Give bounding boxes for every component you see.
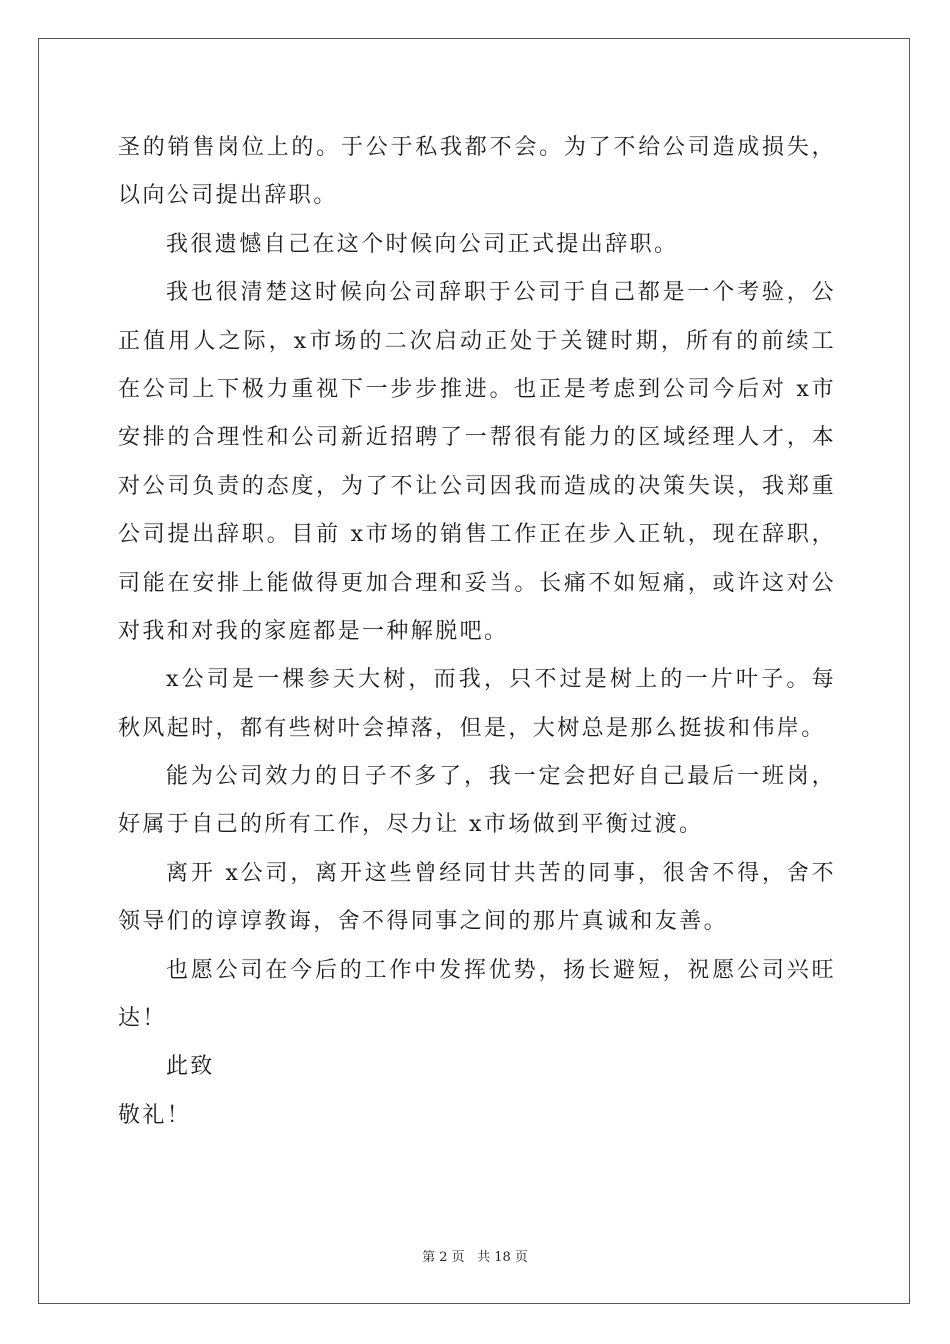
text-line: 达！	[118, 1006, 167, 1032]
text-line: 司能在安排上能做得更加合理和妥当。长痛不如短痛，或许这对公	[118, 570, 836, 596]
text-line: 能为公司效力的日子不多了，我一定会把好自己最后一班岗，	[166, 764, 836, 790]
text-line: 也愿公司在今后的工作中发挥优势，扬长避短，祝愿公司兴旺	[166, 957, 836, 983]
page-total: 共 18 页	[477, 1250, 528, 1265]
text-line: 离开 x公司，离开这些曾经同甘共苦的同事，很舍不得，舍不	[166, 860, 836, 886]
letter-body	[118, 124, 836, 1140]
text-line: 以向公司提出辞职。	[118, 183, 338, 209]
text-line: 对我和对我的家庭都是一种解脱吧。	[118, 618, 509, 644]
text-line: 对公司负责的态度，为了不让公司因我而造成的决策失误，我郑重	[118, 473, 836, 499]
text-line: 安排的合理性和公司新近招聘了一帮很有能力的区域经理人才，本	[118, 425, 836, 451]
text-line: 圣的销售岗位上的。于公于私我都不会。为了不给公司造成损失，	[118, 135, 836, 160]
text-line: 我很遗憾自己在这个时候向公司正式提出辞职。	[166, 231, 679, 257]
text-line: 领导们的谆谆教诲，舍不得同事之间的那片真诚和友善。	[118, 909, 729, 935]
text-line: 我也很清楚这时候向公司辞职于公司于自己都是一个考验，公	[166, 280, 836, 306]
text-line: 公司提出辞职。目前 x市场的销售工作正在步入正轨，现在辞职，	[118, 522, 836, 548]
page-footer	[0, 1246, 950, 1265]
text-line: 秋风起时，都有些树叶会掉落，但是，大树总是那么挺拔和伟岸。	[118, 715, 826, 741]
closing-salutation: 此致	[166, 1054, 215, 1080]
text-line: 正值用人之际，x市场的二次启动正处于关键时期，所有的前续工	[118, 328, 836, 354]
closing-regards: 敬礼！	[118, 1102, 192, 1128]
text-line: 在公司上下极力重视下一步步推进。也正是考虑到公司今后对 x市	[118, 376, 836, 402]
text-line: 好属于自己的所有工作，尽力让 x市场做到平衡过渡。	[118, 812, 704, 838]
page-number: 第 2 页	[422, 1250, 465, 1265]
text-line: x公司是一棵参天大树，而我，只不过是树上的一片叶子。每	[166, 667, 836, 693]
